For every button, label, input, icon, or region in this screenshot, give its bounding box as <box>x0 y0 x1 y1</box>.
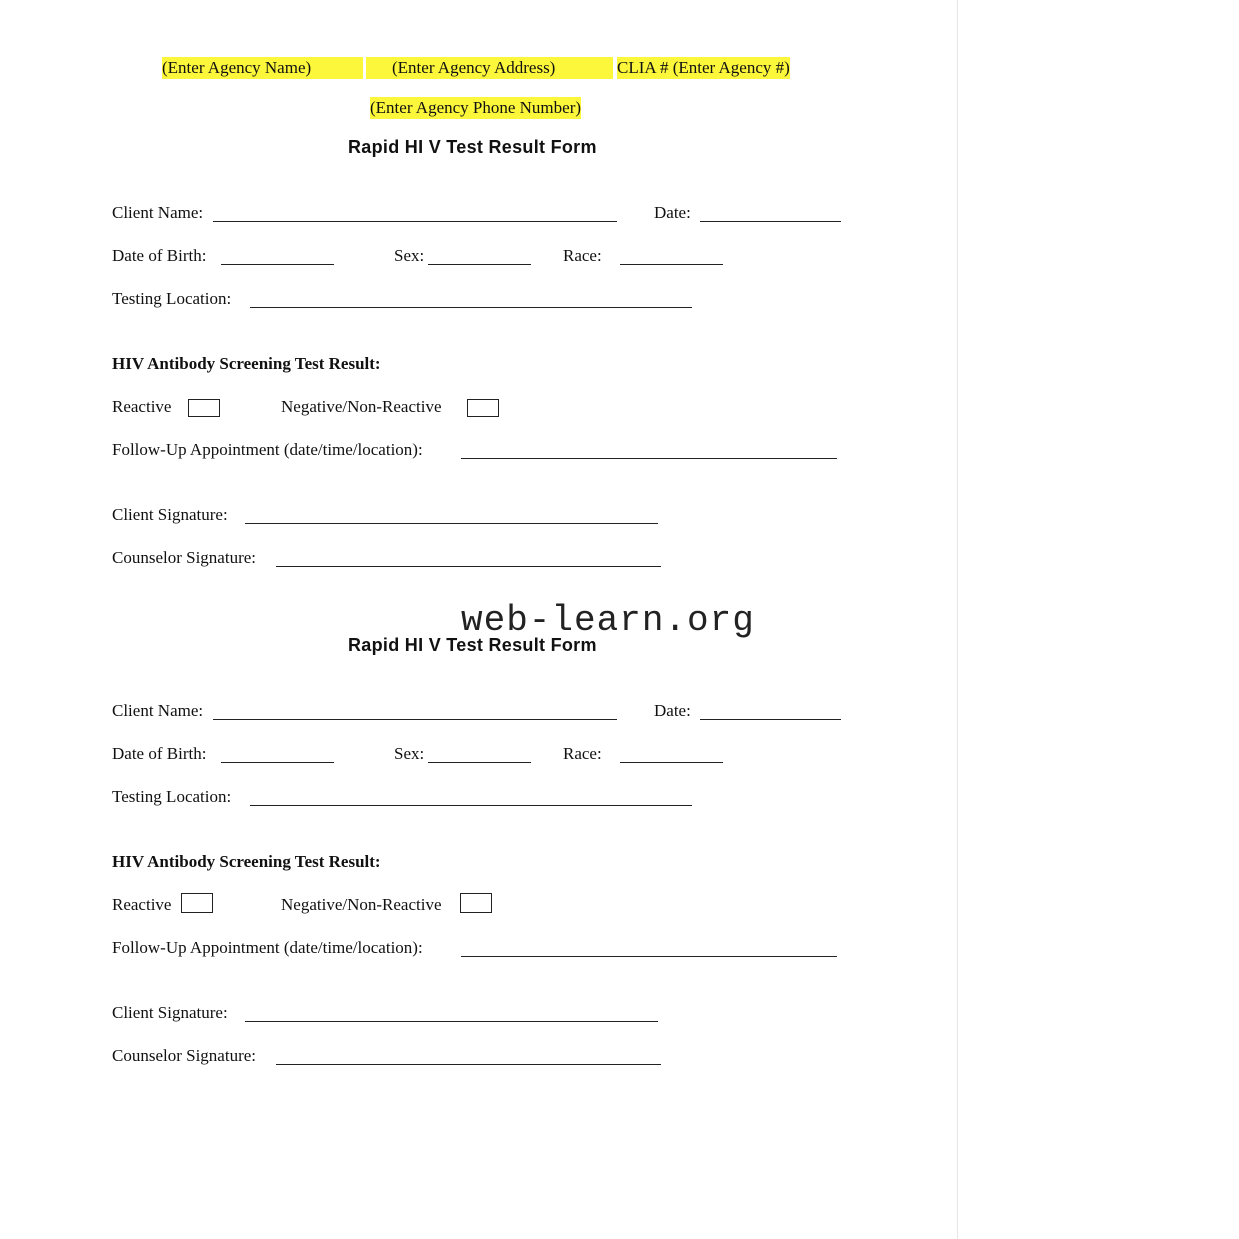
client-name-label: Client Name: <box>112 701 204 720</box>
clia-number: CLIA # (Enter Agency #) <box>617 58 790 77</box>
agency-address: (Enter Agency Address) <box>366 57 613 79</box>
followup-field[interactable] <box>461 956 837 957</box>
race-label: Race: <box>563 744 602 763</box>
testing-location-label: Testing Location: <box>112 787 232 806</box>
followup-field[interactable] <box>461 458 837 459</box>
client-signature-label: Client Signature: <box>112 505 228 524</box>
race-field[interactable] <box>620 762 723 763</box>
reactive-checkbox[interactable] <box>188 399 220 417</box>
sex-field[interactable] <box>428 264 531 265</box>
counselor-signature-field[interactable] <box>276 566 661 567</box>
followup-label: Follow-Up Appointment (date/time/location): <box>112 440 423 459</box>
negative-label: Negative/Non-Reactive <box>281 397 442 416</box>
form-title: Rapid HI V Test Result Form <box>348 137 597 157</box>
counselor-signature-field[interactable] <box>276 1064 661 1065</box>
negative-checkbox[interactable] <box>467 399 499 417</box>
dob-label: Date of Birth: <box>112 744 207 763</box>
client-signature-field[interactable] <box>245 1021 658 1022</box>
client-signature-field[interactable] <box>245 523 658 524</box>
followup-label: Follow-Up Appointment (date/time/location): <box>112 938 423 957</box>
date-label: Date: <box>654 701 691 720</box>
agency-name: (Enter Agency Name) <box>162 57 363 79</box>
reactive-label: Reactive <box>112 397 172 416</box>
client-signature-label: Client Signature: <box>112 1003 228 1022</box>
agency-phone: (Enter Agency Phone Number) <box>370 98 582 117</box>
date-field[interactable] <box>700 719 841 720</box>
counselor-signature-label: Counselor Signature: <box>112 1046 257 1065</box>
sex-label: Sex: <box>394 744 425 763</box>
client-name-label: Client Name: <box>112 203 204 222</box>
negative-label: Negative/Non-Reactive <box>281 895 442 914</box>
race-label: Race: <box>563 246 602 265</box>
testing-location-field[interactable] <box>250 805 692 806</box>
client-name-field[interactable] <box>213 221 617 222</box>
watermark-text: web-learn.org <box>461 600 755 641</box>
result-heading: HIV Antibody Screening Test Result: <box>112 354 381 373</box>
sex-label: Sex: <box>394 246 425 265</box>
date-field[interactable] <box>700 221 841 222</box>
counselor-signature-label: Counselor Signature: <box>112 548 257 567</box>
negative-checkbox[interactable] <box>460 893 492 913</box>
date-label: Date: <box>654 203 691 222</box>
race-field[interactable] <box>620 264 723 265</box>
sex-field[interactable] <box>428 762 531 763</box>
testing-location-label: Testing Location: <box>112 289 232 308</box>
client-name-field[interactable] <box>213 719 617 720</box>
result-heading: HIV Antibody Screening Test Result: <box>112 852 381 871</box>
dob-field[interactable] <box>221 762 334 763</box>
reactive-checkbox[interactable] <box>181 893 213 913</box>
dob-label: Date of Birth: <box>112 246 207 265</box>
reactive-label: Reactive <box>112 895 172 914</box>
testing-location-field[interactable] <box>250 307 692 308</box>
form-title: Rapid HI V Test Result Form <box>348 635 597 655</box>
dob-field[interactable] <box>221 264 334 265</box>
